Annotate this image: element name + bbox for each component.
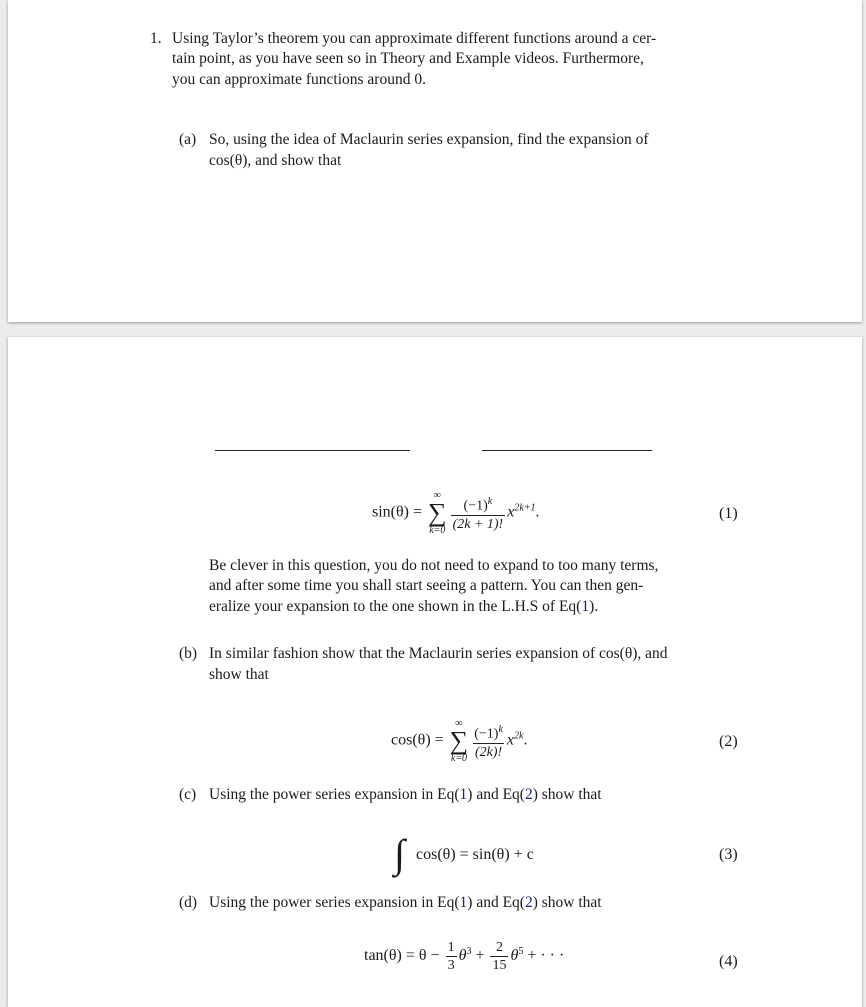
part-b-label: (b) — [179, 645, 198, 662]
eq1-tag: (1) — [719, 505, 738, 522]
part-c-line: Using the power series expansion in Eq(1) and Eq(2) show that — [209, 786, 602, 803]
equation-2: cos(θ) = ∞ ∑ k=0 $\frac{(-1)^k}{(2k)!}$ $x^{2k}$. — [391, 718, 528, 764]
eq1-fraction: $\frac{(-1)^k}{(2k + 1)!}$ — [452, 496, 504, 532]
answer-line-right — [482, 450, 652, 451]
eq2-sum: ∞ ∑ k=0 — [449, 718, 469, 764]
part-a-line-1: So, using the idea of Maclaurin series expansion, find the expansion of — [209, 131, 649, 148]
intro-line-1: Using Taylor’s theorem you can approximate different functions around a cer- — [172, 30, 657, 47]
integral-sign: ∫ — [394, 831, 405, 876]
part-a-note-line-3: eralize your expansion to the one shown in the L.H.S of Eq(1). — [209, 598, 599, 615]
part-b-line-2: show that — [209, 666, 269, 683]
part-a-label: (a) — [179, 131, 197, 148]
intro-line-2: tain point, as you have seen so in Theory and Example videos. Furthermore, — [172, 50, 644, 67]
part-a-note-line-1: Be clever in this question, you do not need to expand to too many terms, — [209, 557, 659, 574]
page-1 — [8, 0, 862, 322]
page-2 — [8, 337, 862, 1007]
eq2-lhs: cos(θ) = — [391, 731, 448, 749]
eq1-sum: ∞ ∑ k=0 — [428, 490, 447, 536]
intro-line-3: you can approximate functions around 0. — [172, 71, 426, 88]
question-number: 1. — [150, 30, 162, 47]
part-a-note-line-2: and after some time you shall start seeing a pattern. You can then gen- — [209, 577, 644, 594]
part-d-label: (d) — [179, 894, 198, 911]
part-a-line-2: cos(θ), and show that — [209, 152, 342, 169]
c-eq2-reference-link[interactable]: 2 — [524, 786, 533, 803]
equation-3: cos(θ) = sin(θ) + c — [416, 846, 534, 863]
eq2-fraction: $\frac{(-1)^k}{(2k)!}$ — [474, 724, 503, 760]
d-eq2-reference-link[interactable]: 2 — [524, 894, 533, 911]
equation-4: tan(θ) = θ − $\frac{1}{3}$ $\theta^3$ + $\frac{2}{15}$ $\theta^5$ + · · · — [364, 940, 565, 973]
eq4-lhs: tan(θ) = θ − — [364, 947, 444, 965]
answer-line-left — [215, 450, 410, 451]
d-eq1-reference-link[interactable]: 1 — [459, 894, 468, 911]
part-d-line: Using the power series expansion in Eq(1) and Eq(2) show that — [209, 894, 602, 911]
part-b-line-1: In similar fashion show that the Maclaurin series expansion of cos(θ), and — [209, 645, 668, 662]
eq4-fraction-1: $\frac{1}{3}$ — [447, 940, 455, 973]
eq4-fraction-2: $\frac{2}{15}$ — [492, 940, 507, 973]
eq1-reference-link[interactable]: 1 — [581, 598, 590, 615]
eq3-tag: (3) — [719, 846, 738, 863]
part-c-label: (c) — [179, 786, 197, 803]
equation-1: sin(θ) = ∞ ∑ k=0 $\frac{(-1)^k}{(2k + 1)!}$ $x^{2k+1}$. — [372, 490, 540, 536]
eq4-tag: (4) — [719, 953, 738, 970]
eq1-lhs: sin(θ) = — [372, 503, 427, 521]
c-eq1-reference-link[interactable]: 1 — [459, 786, 468, 803]
eq2-tag: (2) — [719, 733, 738, 750]
